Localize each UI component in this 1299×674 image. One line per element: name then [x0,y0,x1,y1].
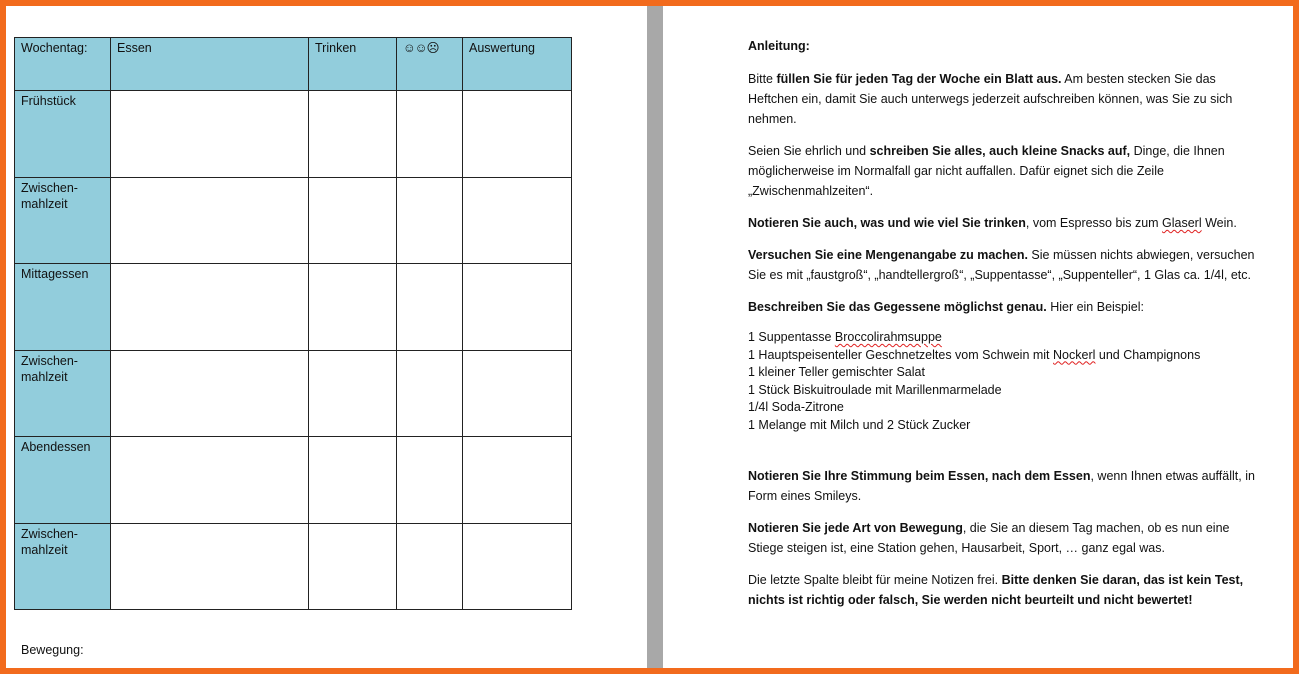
mood-cell[interactable] [397,437,463,524]
text: 1 Hauptspeisenteller Geschnetzeltes vom Schwein mit [748,347,1054,362]
spellcheck-word: Nockerl [1053,347,1096,362]
example-line [748,329,1268,347]
header-trinken: Trinken [309,38,397,91]
text: Dinge, die Ihnen möglicherweise im Normalfall gar nicht auffallen. Dafür eignet sich die Zeile „Zwischenmahlzeiten“. [748,144,1225,198]
table-row [15,350,572,437]
auswertung-cell[interactable] [463,350,572,437]
meal-label: Frühstück [15,91,111,178]
example-list [748,329,1268,434]
emphasis: Beschreiben Sie das Gegessene möglichst genau. [748,300,1047,314]
mood-cell[interactable] [397,264,463,351]
instruction-paragraph-2 [748,141,1268,201]
emphasis: füllen Sie für jeden Tag der Woche ein Blatt aus. [776,72,1062,86]
example-line: 1 Melange mit Milch und 2 Stück Zucker [748,417,971,432]
instruction-paragraph-1 [748,69,1268,129]
text: , vom Espresso bis zum [1025,216,1163,230]
text: Sie müssen nichts abwiegen, versuchen Sie es mit „faustgroß“, „handtellergroß“, „Suppentasse“, „Suppenteller“, 1 Glas ca. 1/4l, etc. [748,248,1255,282]
auswertung-cell[interactable] [463,91,572,178]
mood-cell[interactable] [397,350,463,437]
emphasis: Bitte denken Sie daran, das ist kein Test, nichts ist richtig oder falsch, Sie werden nicht beurteilt und nicht bewertet! [748,573,1244,607]
text: Die letzte Spalte bleibt für meine Notizen frei. [748,573,1002,587]
essen-cell[interactable] [111,264,309,351]
trinken-cell[interactable] [309,437,397,524]
instruction-paragraph-8 [748,570,1268,610]
instruction-paragraph-4 [748,245,1268,285]
trinken-cell[interactable] [309,350,397,437]
emphasis: Notieren Sie auch, was und wie viel Sie trinken [748,216,1026,230]
instruction-paragraph-3 [748,213,1268,233]
essen-cell[interactable] [111,437,309,524]
bewegung-label: Bewegung: [21,643,84,657]
essen-cell[interactable] [111,350,309,437]
emphasis: Versuchen Sie eine Mengenangabe zu machen. [748,248,1028,262]
trinken-cell[interactable] [309,523,397,610]
mood-cell[interactable] [397,91,463,178]
emphasis: Notieren Sie Ihre Stimmung beim Essen, nach dem Essen [748,469,1091,483]
trinken-cell[interactable] [309,264,397,351]
table-row [15,523,572,610]
trinken-cell[interactable] [309,91,397,178]
essen-cell[interactable] [111,91,309,178]
spacer [748,434,1268,466]
emphasis: Notieren Sie jede Art von Bewegung [748,521,963,535]
trinken-cell[interactable] [309,177,397,264]
page-gutter [647,6,663,668]
text: Seien Sie ehrlich und [748,144,870,158]
table-row [15,437,572,524]
meal-label: Zwischen- mahlzeit [15,177,111,264]
essen-cell[interactable] [111,177,309,264]
meal-label: Mittagessen [15,264,111,351]
emphasis: schreiben Sie alles, auch kleine Snacks auf, [869,144,1131,158]
mood-cell[interactable] [397,523,463,610]
example-line: 1 Stück Biskuitroulade mit Marillenmarmelade [748,382,1002,397]
text: , die Sie an diesem Tag machen, ob es nun eine Stiege steigen ist, eine Station gehen, Hausarbeit, Sport, … ganz egal was. [748,521,1230,555]
spellcheck-word: Broccolirahmsuppe [834,330,942,344]
instructions-heading: Anleitung: [748,39,810,53]
meal-label: Zwischen- mahlzeit [15,523,111,610]
right-page [663,6,1293,668]
header-essen: Essen [111,38,309,91]
example-line: 1 kleiner Teller gemischter Salat [748,365,925,379]
text: Hier ein Beispiel: [1046,300,1144,314]
text: Bitte [748,72,777,86]
auswertung-cell[interactable] [463,523,572,610]
text: , wenn Ihnen etwas auffällt, in Form eines Smileys. [748,469,1255,503]
left-page [6,6,647,668]
example-line [748,347,1268,365]
table-row [15,264,572,351]
food-log-table [14,37,572,610]
text: 1 Suppentasse [748,330,835,344]
auswertung-cell[interactable] [463,177,572,264]
table-row [15,91,572,178]
instructions [748,36,1268,622]
header-mood-smileys: ☺☺☹ [397,38,463,91]
text: und Champignons [1095,347,1201,362]
header-auswertung: Auswertung [463,38,572,91]
auswertung-cell[interactable] [463,437,572,524]
example-line: 1/4l Soda-Zitrone [748,400,844,414]
table-row [15,177,572,264]
meal-label: Zwischen- mahlzeit [15,350,111,437]
instruction-paragraph-6 [748,466,1268,506]
header-wochentag: Wochentag: [15,38,111,91]
text: Am besten stecken Sie das Heftchen ein, damit Sie auch unterwegs jederzeit aufschreiben können, was Sie zu sich nehmen. [748,72,1233,126]
instruction-paragraph-7 [748,518,1268,558]
auswertung-cell[interactable] [463,264,572,351]
meal-label: Abendessen [15,437,111,524]
mood-cell[interactable] [397,177,463,264]
header-row [15,38,572,91]
spellcheck-word: Glaserl [1162,216,1202,230]
instruction-paragraph-5 [748,297,1268,317]
text: Wein. [1201,216,1237,230]
essen-cell[interactable] [111,523,309,610]
